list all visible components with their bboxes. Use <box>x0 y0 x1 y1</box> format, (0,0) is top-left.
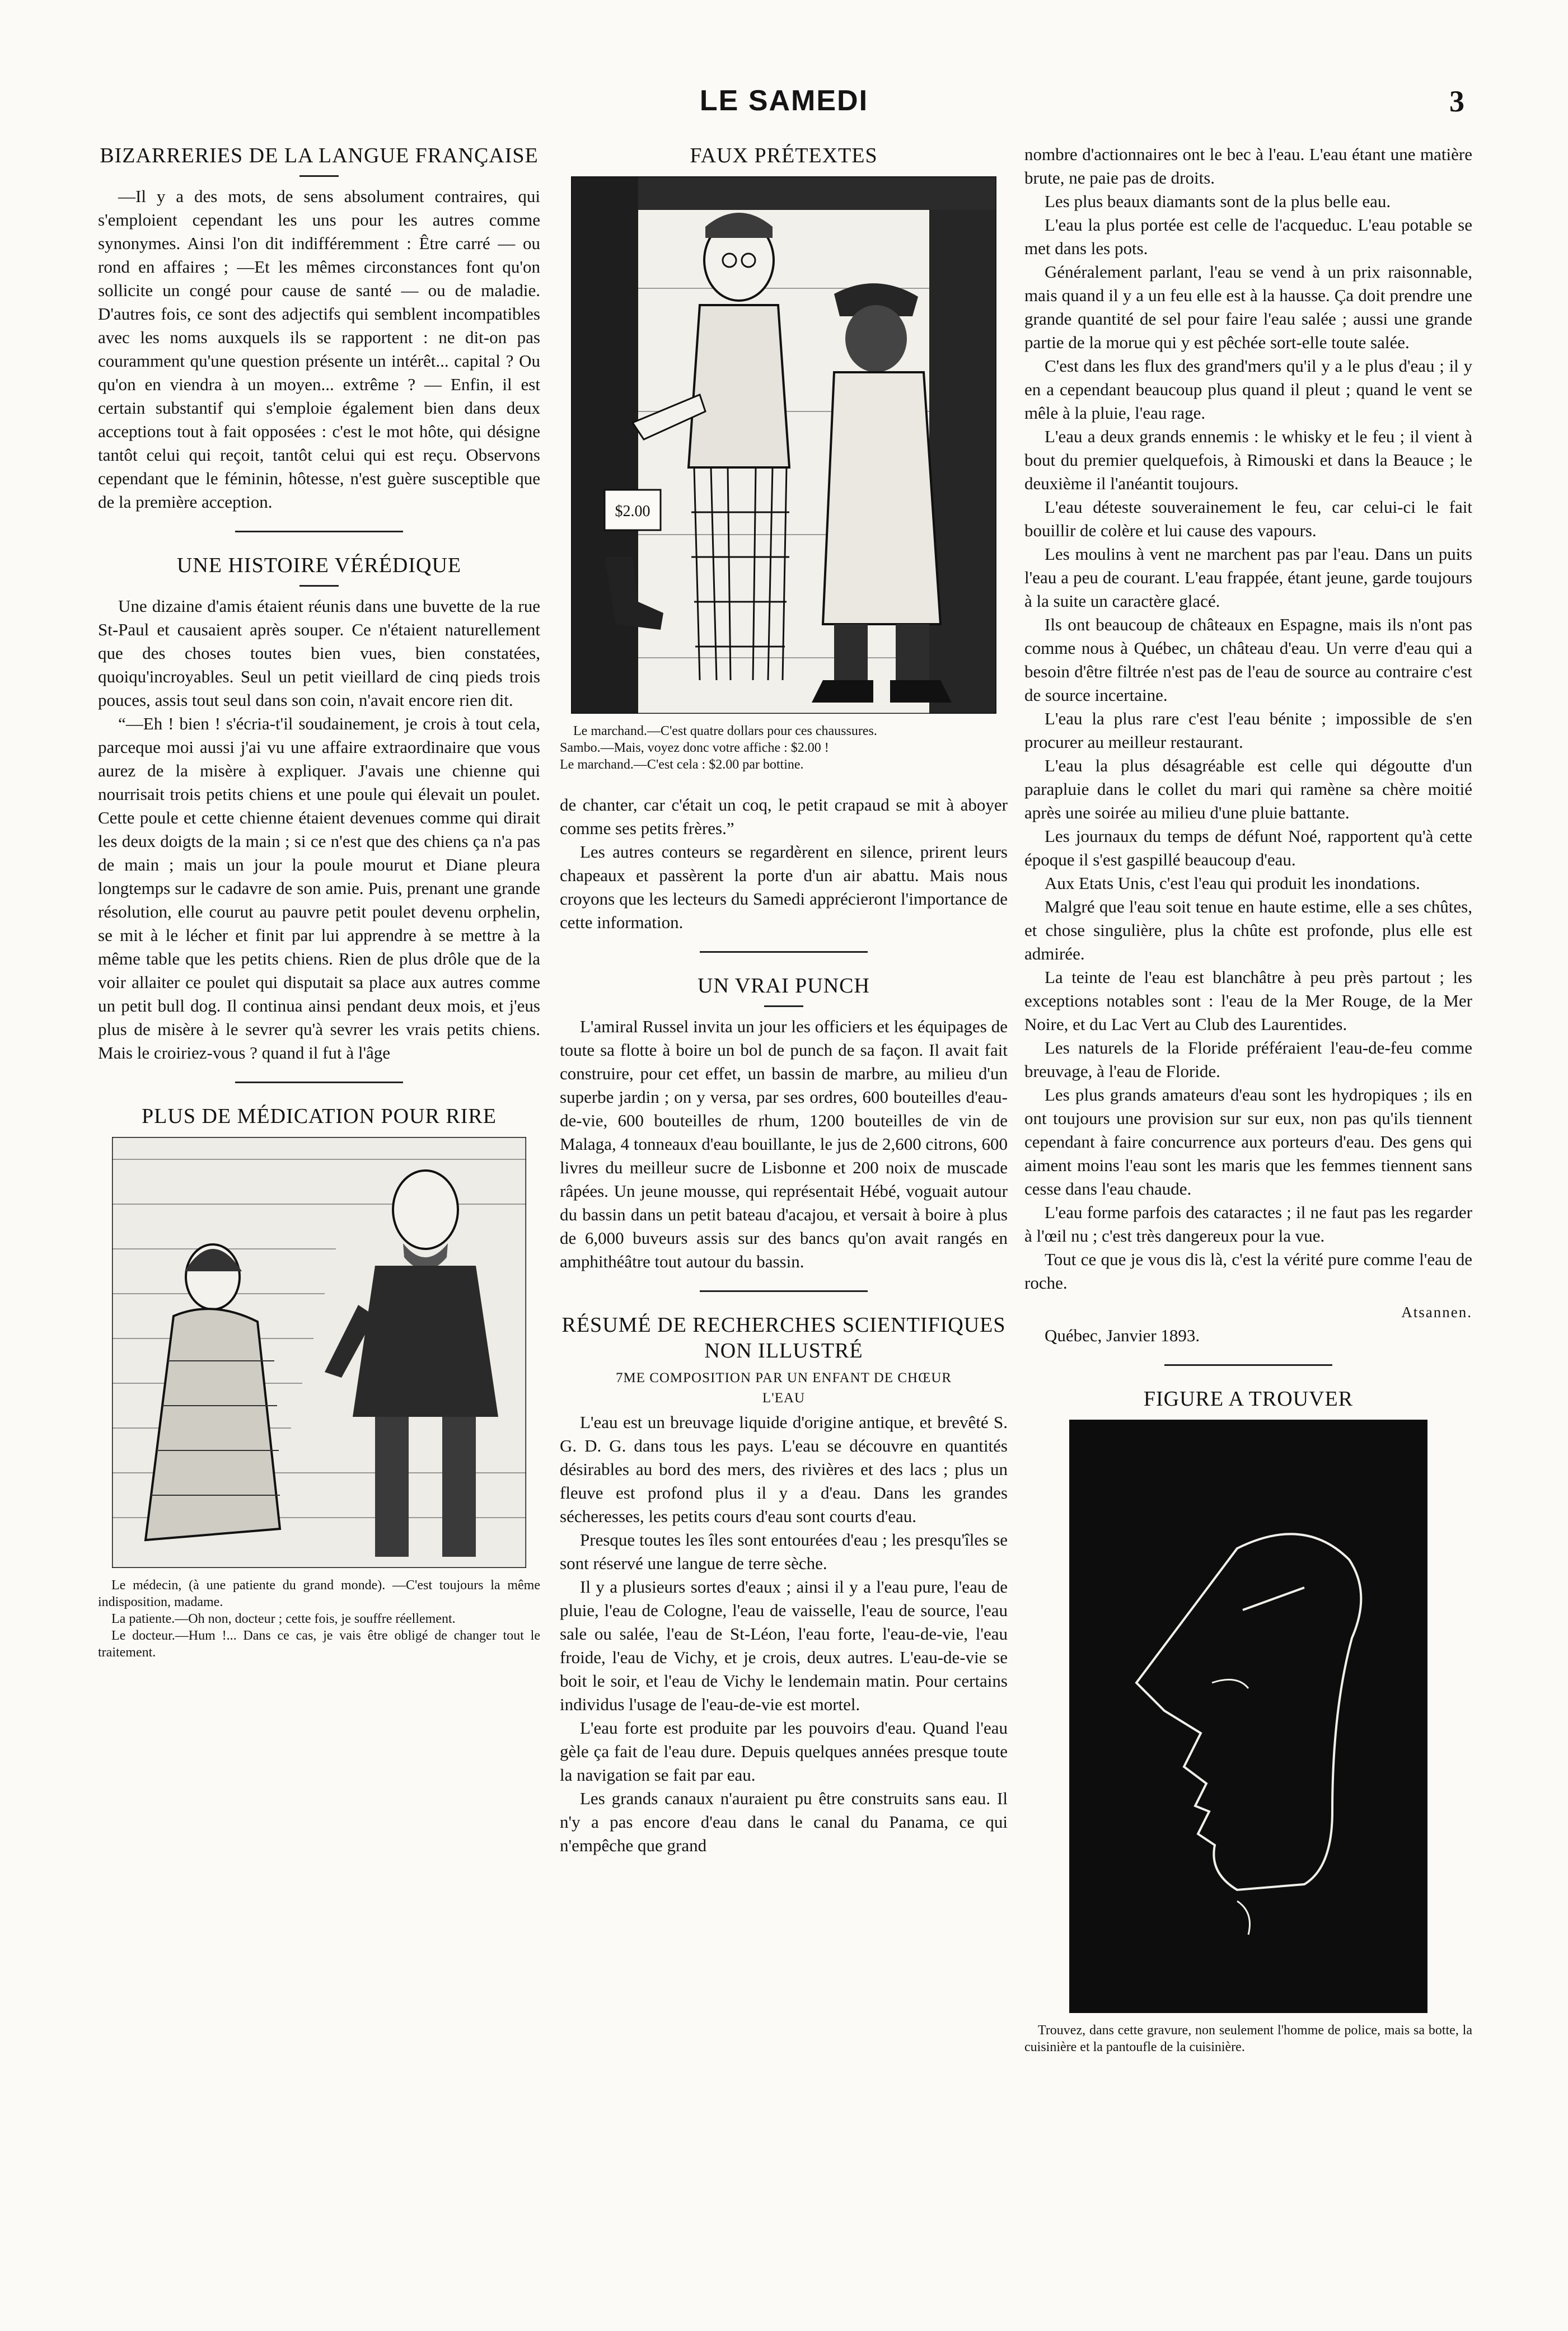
section-divider <box>700 951 868 953</box>
paragraph: Tout ce que je vous dis là, c'est la vérité pure comme l'eau de roche. <box>1024 1249 1472 1293</box>
paragraph: de chanter, car c'était un coq, le petit crapaud se mit à aboyer comme ses petits frères.” <box>560 795 1008 838</box>
section-heading-eau: L'EAU <box>762 1391 806 1406</box>
dateline: Québec, Janvier 1893. <box>1045 1326 1200 1345</box>
title-rule <box>299 585 339 587</box>
silhouette-puzzle-illustration <box>1069 1420 1427 2013</box>
author-signature: Atsannen. <box>1401 1304 1472 1321</box>
paragraph: Les moulins à vent ne marchent pas par l'eau. Dans un puits l'eau a peu de courant. L'eau frappée, étant jeune, garde toujours à la suite un caractère glacé. <box>1024 544 1472 611</box>
shoe-shop-illustration <box>571 176 996 714</box>
paragraph: L'eau forte est produite par les pouvoirs d'eau. Quand l'eau gèle ça fait de l'eau dure. Depuis quelques années presque toute la navigation se fait par eau. <box>560 1718 1008 1785</box>
paragraph: L'eau forme parfois des cataractes ; il ne faut pas les regarder à l'œil nu ; c'est très dangereux pour la vue. <box>1024 1202 1472 1246</box>
caption-merchant-reply: Le marchand.—C'est cela : $2.00 par bottine. <box>560 757 804 772</box>
paragraph: Les naturels de la Floride préféraient l'eau-de-feu comme breuvage, à l'eau de Floride. <box>1024 1038 1472 1081</box>
caption-sambo: Sambo.—Mais, voyez donc votre affiche : $2.00 ! <box>560 741 829 755</box>
caption-merchant: Le marchand.—C'est quatre dollars pour ces chaussures. <box>573 724 877 738</box>
article-body-bizarreries <box>98 185 540 514</box>
paragraph: L'eau est un breuvage liquide d'origine antique, et brevêté S. G. D. G. dans tous les pays. L'eau se découvre en quantités désirables au bord des mers, des rivières et des lacs ; plus un fleuve est profond plus il y a d'eau. Dans les grandes sécheresses, les petits cours d'eau sont courts d'eau. <box>560 1412 1008 1526</box>
column-center <box>560 143 1008 1857</box>
paragraph: L'eau la plus rare c'est l'eau bénite ; impossible de s'en procurer au meilleur restaurant. <box>1024 709 1472 752</box>
paragraph: L'eau déteste souverainement le feu, car celui-ci le fait bouillir de colère et lui cause des vapours. <box>1024 497 1472 540</box>
paragraph: Presque toutes les îles sont entourées d'eau ; les presqu'îles se sont réservé une langue de terre sèche. <box>560 1530 1008 1573</box>
article-continuation-resume <box>1024 143 1472 1295</box>
paragraph: Les plus beaux diamants sont de la plus belle eau. <box>1045 191 1391 211</box>
article-title-figure: FIGURE A TROUVER <box>1143 1387 1354 1411</box>
column-left <box>98 143 540 1661</box>
column-right <box>1024 143 1472 2056</box>
section-divider <box>700 1290 868 1292</box>
article-body-resume <box>560 1411 1008 1857</box>
article-title-histoire: UNE HISTOIRE VÉRÉDIQUE <box>176 554 462 577</box>
article-title-bizarreries: BIZARRERIES DE LA LANGUE FRANÇAISE <box>100 144 539 167</box>
paragraph: Les journaux du temps de défunt Noé, rapportent qu'à cette époque il s'est gaspillé beaucoup d'eau. <box>1024 826 1472 869</box>
paragraph: L'eau la plus portée est celle de l'acqueduc. L'eau potable se met dans les pots. <box>1024 215 1472 258</box>
page-number: 3 <box>1449 85 1464 118</box>
article-body-histoire <box>98 595 540 1065</box>
article-body-punch <box>560 1015 1008 1274</box>
paragraph: La teinte de l'eau est blanchâtre à peu près partout ; les exceptions notables sont : l'eau de la Mer Rouge, de la Mer Noire, et du Lac Vert au Club des Laurentides. <box>1024 967 1472 1034</box>
paragraph: Aux Etats Unis, c'est l'eau qui produit les inondations. <box>1045 873 1420 893</box>
article-title-punch: UN VRAI PUNCH <box>698 974 870 998</box>
paragraph: L'eau la plus désagréable est celle qui dégoutte d'un parapluie dans le collet du mari qui ramène sa chère moitié après une soirée au milieu d'une pluie battante. <box>1024 756 1472 822</box>
caption-patient: La patiente.—Oh non, docteur ; cette fois, je souffre réellement. <box>111 1612 456 1626</box>
article-title-faux-pretextes: FAUX PRÉTEXTES <box>690 144 878 167</box>
paragraph: Généralement parlant, l'eau se vend à un prix raisonnable, mais quand il y a un feu elle est à la hausse. Ça doit prendre une grande quantité de sel pour faire l'eau salée ; aussi une grande partie de la morue qui y est pêchée sort-elle toute salée. <box>1024 262 1472 352</box>
section-divider <box>235 531 403 532</box>
paragraph: Les autres conteurs se regardèrent en silence, prirent leurs chapeaux et passèrent la porte d'un air abattu. Mais nous croyons que les lecteurs du Samedi apprécieront l'importance de cette information. <box>560 842 1008 932</box>
article-subtitle: 7ME COMPOSITION PAR UN ENFANT DE CHŒUR <box>615 1370 952 1386</box>
article-title-medication: PLUS DE MÉDICATION POUR RIRE <box>142 1104 497 1128</box>
title-rule <box>764 1005 803 1007</box>
paragraph: “—Eh ! bien ! s'écria-t'il soudainement, je crois à tout cela, parceque moi aussi j'ai vu une affaire extraordinaire que vous aurez de la misère à expliquer. J'avais une chienne qui nourrisait trois petits chiens et une poule qui élevait un poulet. Cette poule et cette chienne étaient devenues comme qui dirait les deux doigts de la main ; si ce n'est que des chiens ça n'a pas de main ; mais un jour la poule mourut et Diane pleura longtemps sur le cadavre de son amie. Puis, prenant une grande résolution, elle courut au pauvre petit poulet devenu orphelin, se mit à le lécher et finit par lui apprendre à se mettre à la même table que les petits chiens. Rien de plus drôle que de la voir allaiter ce poulet qui disputait sa place aux autres comme un petit bull dog. Il continua ainsi pendant deux mois, et j'eus plus de misère à le sevrer qu'à sevrer les vrais petits chiens. Mais le croiriez-vous ? quand il fut à l'âge <box>98 714 540 1062</box>
section-divider <box>235 1082 403 1083</box>
paragraph: Ils ont beaucoup de châteaux en Espagne, mais ils n'ont pas comme nous à Québec, un château d'eau. Un verre d'eau qui a besoin d'être filtrée n'est pas de l'eau de source au contraire c'est de source incertaine. <box>1024 615 1472 705</box>
doctor-patient-illustration <box>112 1137 526 1568</box>
paragraph: Les plus grands amateurs d'eau sont les hydropiques ; ils en ont toujours une provision sur sur eux, non pas qu'ils tiennent cependant à faire concurrence aux porteurs d'eau. Des gens qui aiment moins l'eau sont les maris que les femmes tiennent sans cesse dans l'eau chaude. <box>1024 1085 1472 1199</box>
page-header <box>0 84 1568 129</box>
paragraph: L'amiral Russel invita un jour les officiers et les équipages de toute sa flotte à boire un bol de punch de sa façon. Il avait fait construire, pour cet effet, un bassin de marbre, au milieu d'un superbe jardin ; on y versa, par ses ordres, 600 bouteilles d'eau-de-vie, 600 bouteilles de rhum, 1200 bouteilles de vin de Malaga, 4 tonneaux d'eau bouillante, le jus de 2,600 citrons, 600 livres du meilleur sucre de Lisbonne et 200 noix de muscade râpées. Un jeune mousse, qui représentait Hébé, voguait autour du bassin dans un petit bateau d'acajou, et versait à boire à plus de 6,000 buveurs assis sur des bancs qu'on avait rangés en amphithéâtre tout autour du bassin. <box>560 1017 1008 1271</box>
paragraph: —Il y a des mots, de sens absolument contraires, qui s'emploient cependant les uns pour les autres comme synonymes. Ainsi l'on dit indifféremment : Être carré — ou rond en affaires ; —Et les mêmes circonstances font qu'on sollicite un congé pour cause de santé — ou de maladie. D'autres fois, ce sont des adjectifs qui semblent incompatibles avec les noms auxquels ils se rapportent : ne dit-on pas couramment qu'une question présente un intérêt... capital ? Ou qu'on en viendra à un moyen... extrême ? — Enfin, il est certain substantif qui s'emploie également bien dans deux acceptions tout à fait opposées : c'est le mot hôte, qui désigne tantôt celui qui reçoit, tantôt celui qui est reçu. Observons cependant que le féminin, hôtesse, n'est guère susceptible que de la première acception. <box>98 186 540 512</box>
caption-figure: Trouvez, dans cette gravure, non seulement l'homme de police, mais sa botte, la cuisinière et la pantoufle de la cuisinière. <box>1024 2023 1472 2054</box>
paragraph: nombre d'actionnaires ont le bec à l'eau. L'eau étant une matière brute, ne paie pas de droits. <box>1024 144 1472 188</box>
price-tag: $2.00 <box>615 503 650 520</box>
paragraph: C'est dans les flux des grand'mers qu'il y a le plus d'eau ; il y en a cependant beaucoup plus quand il pleut ; quand le vent se mêle à la pluie, l'eau rage. <box>1024 356 1472 423</box>
paragraph: Les grands canaux n'auraient pu être construits sans eau. Il n'y a pas encore d'eau dans le canal du Panama, ce qui n'empêche que grand <box>560 1789 1008 1855</box>
article-title-resume: RÉSUMÉ DE RECHERCHES SCIENTIFIQUES NON ILLUSTRÉ <box>561 1313 1006 1363</box>
title-rule <box>299 175 339 177</box>
newspaper-title: LE SAMEDI <box>699 85 869 117</box>
paragraph: Malgré que l'eau soit tenue en haute estime, elle a ses chûtes, et chose singulière, plus la chûte est profonde, plus elle est admirée. <box>1024 897 1472 963</box>
paragraph: L'eau a deux grands ennemis : le whisky et le feu ; il vient à bout du premier quelquefois, à Rimouski et dans la Beauce ; le deuxième il l'anéantit toujours. <box>1024 427 1472 493</box>
article-continuation-histoire <box>560 793 1008 934</box>
caption-doctor-reply: Le docteur.—Hum !... Dans ce cas, je vais être obligé de changer tout le traitement. <box>98 1628 540 1660</box>
caption-doctor: Le médecin, (à une patiente du grand monde). —C'est toujours la même indisposition, madame. <box>98 1578 540 1609</box>
section-divider <box>1164 1364 1332 1366</box>
paragraph: Il y a plusieurs sortes d'eaux ; ainsi il y a l'eau pure, l'eau de pluie, l'eau de Cologne, l'eau de vaisselle, l'eau de source, l'eau sale ou salée, l'eau de St-Léon, l'eau forte, l'eau-de-vie, l'eau froide, l'eau de Vichy, et je crois, deux autres. L'eau-de-vie se boit le soir, et l'eau de Vichy le lendemain matin. Pour certains individus l'usage de l'eau-de-vie est mortel. <box>560 1577 1008 1714</box>
paragraph: Une dizaine d'amis étaient réunis dans une buvette de la rue St-Paul et causaient après souper. Ce n'étaient naturellement que des choses toutes bien vues, bien constatées, quoiqu'incroyables. Seul un petit vieillard de cinq pieds trois pouces, assis tout seul dans son coin, n'avait encore rien dit. <box>98 596 540 710</box>
